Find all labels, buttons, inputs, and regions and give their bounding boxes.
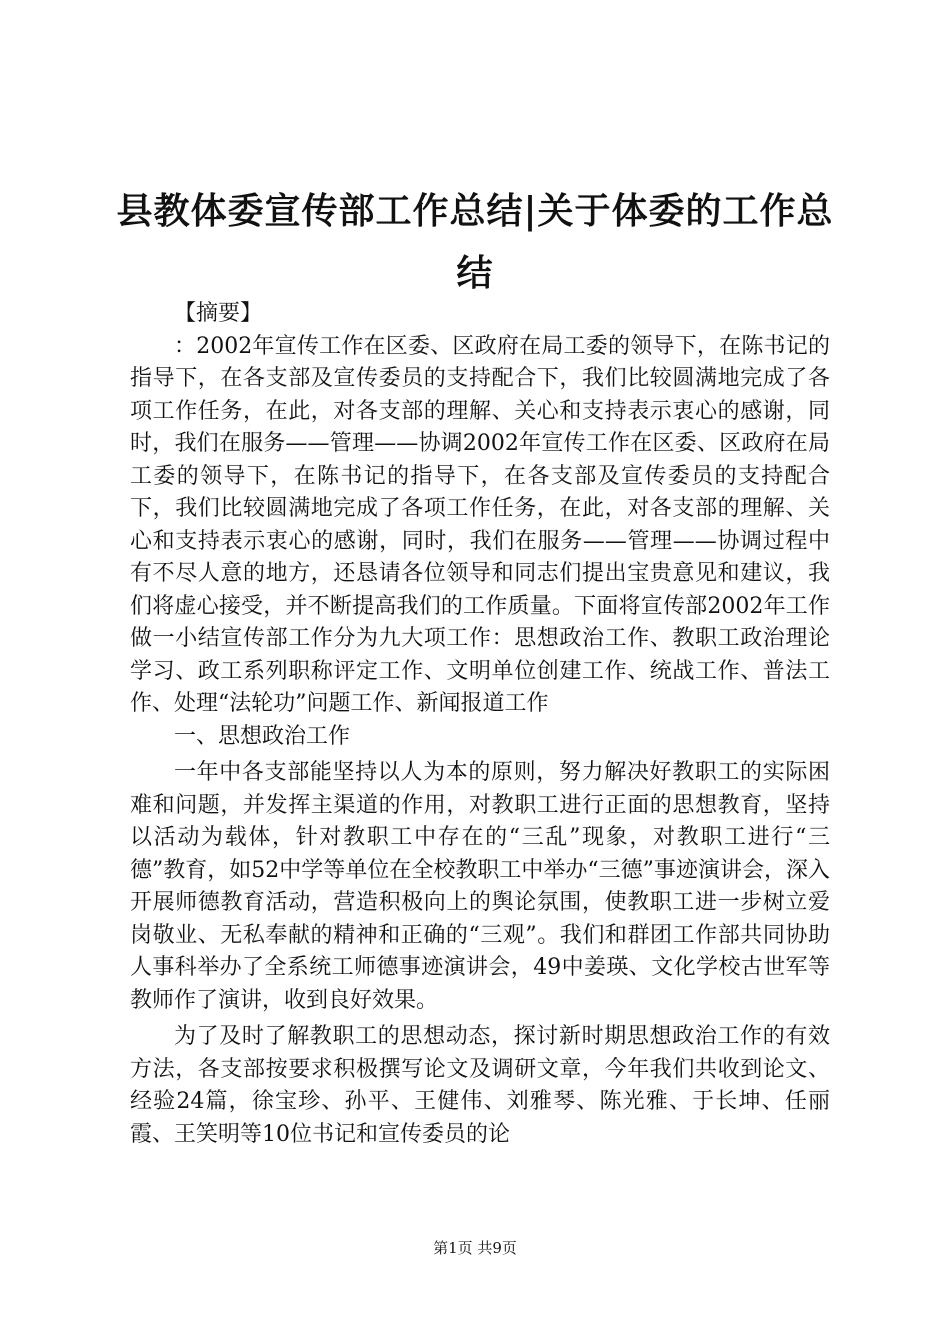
body-paragraph-2: 为了及时了解教职工的思想动态，探讨新时期思想政治工作的有效方法，各支部按要求积极撰写论文及调研文章，今年我们共收到论文、经验24篇，徐宝珍、孙平、王健伟、刘雅琴、陈光雅、于长坤、任丽霞、王笑明等10位书记和宣传委员的论 — [130, 1024, 830, 1147]
abstract-text: ：2002年宣传工作在区委、区政府在局工委的领导下，在陈书记的指导下，在各支部及宣传委员的支持配合下，我们比较圆满地完成了各项工作任务，在此，对各支部的理解、关心和支持表示衷心的感谢，同时，我们在服务——管理——协调2002年宣传工作在区委、区政府在局工委的领导下，在陈书记的指导下，在各支部及宣传委员的支持配合下，我们比较圆满地完成了各项工作任务，在此，对各支部的理解、关心和支持表示衷心的感谢，同时，我们在服务——管理——协调过程中有不尽人意的地方，还恳请各位领导和同志们提出宝贵意见和建议，我们将虚心接受，并不断提高我们的工作质量。下面将宣传部2002年工作做一小结宣传部工作分为九大项工作：思想政治工作、教职工政治理论学习、政工系列职称评定工作、文明单位创建工作、统战工作、普法工作、处理“法轮功”问题工作、新闻报道工作 — [130, 333, 830, 716]
page-footer: 第1页 共9页 — [433, 1239, 517, 1257]
body-paragraph-1: 一年中各支部能坚持以人为本的原则，努力解决好教职工的实际困难和问题，并发挥主渠道的作用，对教职工进行正面的思想教育，坚持以活动为载体，针对教职工中存在的“三乱”现象，对教职工进行“三德”教育，如52中学等单位在全校教职工中举办“三德”事迹演讲会，深入开展师德教育活动，营造积极向上的舆论氛围，使教职工进一步树立爱岗敬业、无私奉献的精神和正确的“三观”。我们和群团工作部共同协助人事科举办了全系统工师德事迹演讲会，49中姜瑛、文化学校古世军等教师作了演讲，收到良好效果。 — [130, 760, 830, 1013]
document-title: 县教体委宣传部工作总结|关于体委的工作总结 — [116, 190, 834, 294]
section-heading: 一、思想政治工作 — [174, 723, 351, 749]
document-body — [130, 298, 830, 1151]
abstract-label: 【摘要】 — [174, 301, 263, 326]
